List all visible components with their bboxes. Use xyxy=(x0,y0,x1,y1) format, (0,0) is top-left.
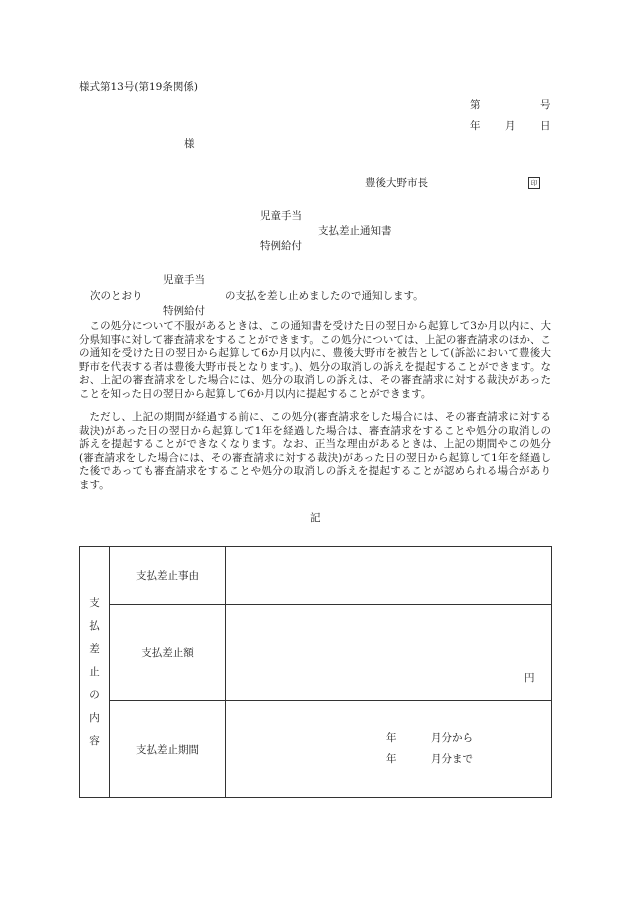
date-year: 年 xyxy=(470,120,481,132)
period-to-year: 年 xyxy=(386,753,397,765)
doc-number-suffix: 号 xyxy=(540,99,551,111)
period-label-text: 支払差止期間 xyxy=(136,743,199,756)
period-from-text: 月分から xyxy=(431,732,473,744)
reason-label xyxy=(110,547,226,605)
title-line-2: 支払差止通知書 xyxy=(318,225,392,237)
notice-paragraph-1: この処分について不服があるときは、この通知書を受けた日の翌日から起算して3か月以内に、大分県知事に対して審査請求をすることができます。この処分については、上記の審査請求のほか、この通知を受けた日の翌日から起算して6か月以内に、豊後大野市を被告として(訴訟において豊後大野市を代表する者は豊後大野市長となります。)、処分の取消しの訴えを提起することができます。なお、上記の審査請求をした場合には、処分の取消しの訴えは、その審査請求に対する裁決があったことを知った日の翌日から起算して6か月以内に提起することができます。 xyxy=(79,320,551,400)
period-to-text: 月分まで xyxy=(431,753,473,765)
ki-label: 記 xyxy=(310,512,321,524)
form-number: 様式第13号(第19条関係) xyxy=(79,81,198,93)
side-char: 止 xyxy=(89,665,100,678)
side-label-column xyxy=(80,547,110,798)
date-month: 月 xyxy=(505,120,516,132)
amount-value-cell[interactable] xyxy=(226,605,552,701)
notice-paragraph-2: ただし、上記の期間が経過する前に、この処分(審査請求をした場合には、その審査請求に対する裁決)があった日の翌日から起算して1年を経過した場合は、審査請求をすることや処分の取消しの訴えを提起することができなくなります。なお、正当な理由があるときは、上記の期間やこの処分(審査請求をした場合には、その審査請求に対する裁決)があった日の翌日から起算して1年を経過した後であっても審査請求をすることや処分の取消しの訴えを提起することが認められる場合があります。 xyxy=(79,411,551,491)
reason-value-cell[interactable] xyxy=(226,547,552,605)
period-value-cell[interactable] xyxy=(226,701,552,798)
doc-number-label: 第 xyxy=(470,99,481,111)
amount-label-text: 支払差止額 xyxy=(141,647,194,659)
amount-label xyxy=(110,605,226,701)
date-day: 日 xyxy=(540,120,551,132)
side-char: 内 xyxy=(89,711,100,724)
title-line-3: 特例給付 xyxy=(260,240,302,252)
side-char: 払 xyxy=(89,619,100,632)
intro-prefix: 次のとおり xyxy=(90,290,143,302)
recipient-suffix: 様 xyxy=(184,138,195,150)
intro-top: 児童手当 xyxy=(163,274,205,286)
side-char: の xyxy=(89,688,100,701)
side-char: 容 xyxy=(89,734,100,747)
intro-bottom: 特例給付 xyxy=(163,305,205,317)
issuer-name: 豊後大野市長 xyxy=(365,177,428,189)
side-char: 支 xyxy=(89,596,100,609)
amount-unit: 円 xyxy=(524,672,535,684)
intro-suffix: の支払を差し止めましたので通知します。 xyxy=(225,290,424,302)
side-char: 差 xyxy=(89,642,100,655)
seal-mark: 印 xyxy=(528,177,540,189)
suspension-details-table xyxy=(79,546,552,798)
period-label xyxy=(110,701,226,798)
period-from-year: 年 xyxy=(386,732,397,744)
title-line-1: 児童手当 xyxy=(260,210,302,222)
reason-label-text: 支払差止事由 xyxy=(136,570,199,582)
